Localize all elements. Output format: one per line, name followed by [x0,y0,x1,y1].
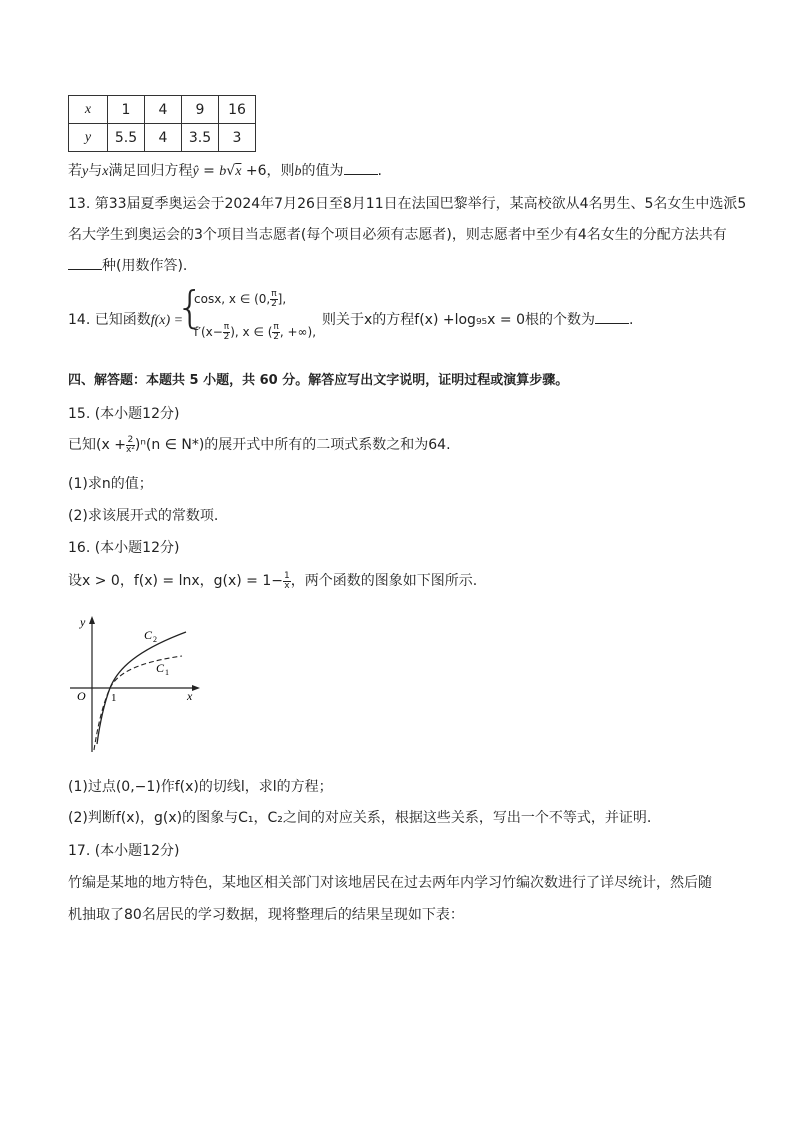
q14-tail [322,309,633,329]
q14-case-2 [194,323,316,342]
text: 若 [68,163,82,179]
denominator: 2 [223,332,230,342]
text: )ⁿ(n ∈ N*)的展开式中所有的二项式系数之和为64. [134,437,451,453]
x-axis-arrow [192,685,200,691]
table-cell: 16 [219,96,256,124]
text: . [377,163,382,179]
curve-label-c2: C [144,628,153,642]
q14-lead [68,309,183,329]
fraction [270,290,277,309]
text: 则关于x的方程f(x) +log₉₅x = 0根的个数为 [322,312,595,328]
table-head-x: x [69,96,108,124]
q15-stem [68,434,451,455]
text: cosx, x ∈ (0, [194,292,271,306]
q15-part-2: (2)求该展开式的常数项. [68,508,219,524]
text: 设x > 0，f(x) = lnx，g(x) = 1− [68,573,284,589]
var-x: x [235,164,242,179]
function-graph [68,612,208,757]
q16-heading: 16. (本小题12分) [68,540,180,556]
section-heading: 四、解答题：本题共 5 小题，共 60 分。解答应写出文字说明，证明过程或演算步骤。 [68,373,569,388]
curve-label-c1: C [156,661,165,675]
table-head-y: y [69,124,108,152]
text: 种(用数作答). [102,258,188,274]
text: . [629,312,634,328]
xy-data-table [68,95,256,152]
answer-blank[interactable] [344,162,378,175]
text: 与 [88,163,103,179]
table-cell: 1 [108,96,145,124]
text: ], [277,292,287,306]
q13-line-3 [68,255,187,275]
denominator: x [284,580,290,591]
answer-blank[interactable] [68,257,102,270]
q15-heading: 15. (本小题12分) [68,406,180,422]
fraction [272,323,279,342]
denominator: x² [125,444,135,455]
q17-heading: 17. (本小题12分) [68,843,180,859]
text: +6，则 [241,163,295,179]
text: = [198,163,220,179]
table-cell: 4 [145,96,182,124]
text: f′(x− [194,325,223,339]
text: 满足回归方程 [108,163,193,179]
q13-line-1: 13. 第33届夏季奥运会于2024年7月26日至8月11日在法国巴黎举行，某高校欲从4名男生、5名女生中选派5 [68,196,747,212]
table-row-y [69,124,256,152]
q17-line-1: 竹编是某地的地方特色，某地区相关部门对该地居民在过去两年内学习竹编次数进行了详尽统计，然后随 [68,875,712,891]
fraction [126,436,135,455]
text: 已知(x + [68,437,126,453]
q12-regression-line [68,160,382,180]
q16-part-1: (1)过点(0,−1)作f(x)的切线l，求l的方程； [68,779,333,795]
text: , +∞), [279,325,317,339]
q16-stem [68,570,477,591]
answer-blank[interactable] [595,311,629,324]
numerator: π [223,322,230,332]
x-axis-label: x [187,689,193,703]
origin-label: O [77,689,86,703]
table-cell: 4 [145,124,182,152]
function-name: f(x) = [150,313,184,328]
numerator: π [271,289,277,299]
table-cell: 3 [219,124,256,152]
denominator: 2 [273,332,279,342]
var-x: x [102,164,109,179]
text: 的值为 [301,163,344,179]
q16-part-2: (2)判断f(x)，g(x)的图象与C₁，C₂之间的对应关系，根据这些关系，写出一个不等式，并证明. [68,810,652,826]
numerator: 2 [127,434,134,445]
curve-label-c2-sub: 2 [153,635,157,644]
table-cell: 5.5 [108,124,145,152]
table-row-x [69,96,256,124]
text: ), x ∈ ( [230,325,273,339]
table-cell: 9 [182,96,219,124]
fraction [283,572,291,591]
var-yhat: ŷ [192,164,199,179]
sqrt-symbol: √ [226,163,236,179]
q13-line-2: 名大学生到奥运会的3个项目当志愿者(每个项目必须有志愿者)，则志愿者中至少有4名女生的分配方法共有 [68,227,727,243]
var-y: y [82,164,89,179]
piecewise-brace: { [176,282,204,333]
text: 14. 已知函数 [68,312,151,328]
q17-line-2: 机抽取了80名居民的学习数据，现将整理后的结果呈现如下表： [68,907,464,923]
y-axis-label: y [80,615,86,629]
text: ，两个函数的图象如下图所示. [290,573,478,589]
tick-label-1: 1 [111,692,117,704]
numerator: π [273,322,279,332]
curve-label-c1-sub: 1 [165,668,169,677]
numerator: 1 [284,570,290,581]
var-b: b [219,164,227,179]
q14-case-1 [194,290,286,309]
var-b: b [294,164,302,179]
q15-part-1: (1)求n的值； [68,476,153,492]
denominator: 2 [271,299,277,309]
y-axis-arrow [89,616,95,624]
table-cell: 3.5 [182,124,219,152]
